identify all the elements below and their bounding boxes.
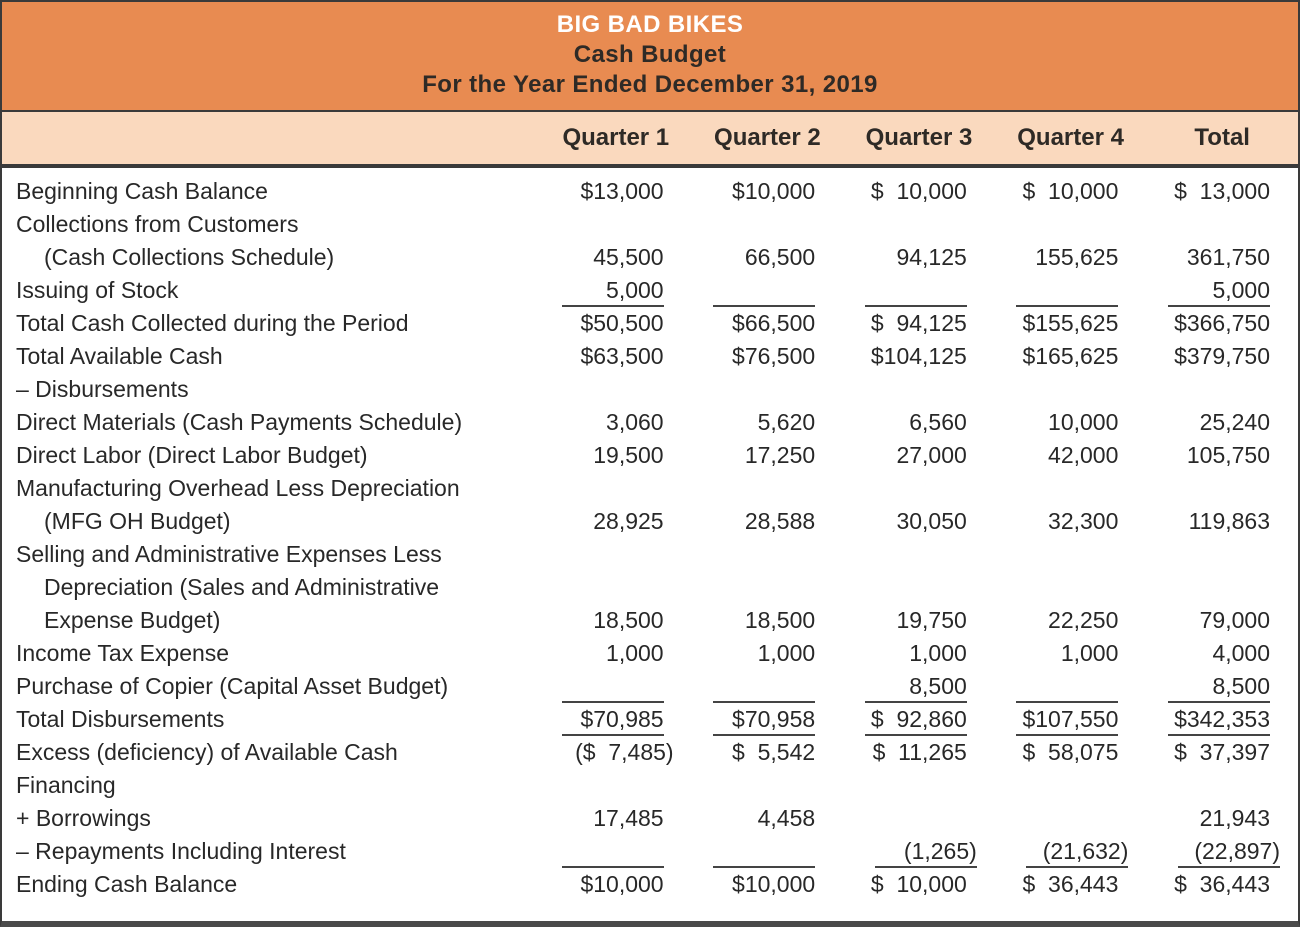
amount-value: 8,500 [1168,670,1270,703]
amount-cell-q3 [843,604,995,637]
amount-value: 361,750 [1186,244,1270,270]
report-title: Cash Budget [573,41,727,68]
table-row [2,406,1298,439]
amount-cell-q1 [540,835,692,868]
amount-value: 5,000 [1168,274,1270,307]
amount-cell-q3 [843,208,995,241]
amount-value [865,373,967,404]
amount-cell-q2 [692,736,844,769]
amount-cell-q3 [843,868,995,901]
row-label: Total Cash Collected during the Period [16,310,409,336]
amount-value: $ 10,000 [1022,178,1119,204]
amount-cell-q2 [692,472,844,505]
report-period: For the Year Ended December 31, 2019 [422,71,878,98]
amount-cell-q3 [843,406,995,439]
amount-value: $ 36,443 [1174,871,1270,897]
amount-cell-q1 [540,373,692,406]
amount-value: 28,925 [593,508,664,534]
company-name: BIG BAD BIKES [556,11,744,38]
amount-value: $ 10,000 [870,178,967,204]
amount-cell-total [1146,439,1298,472]
amount-cell-q2 [692,373,844,406]
amount-cell-q4 [995,736,1147,769]
amount-cell-q1 [540,571,692,604]
amount-value: 6,560 [909,409,967,435]
amount-cell-q2 [692,406,844,439]
amount-cell-q2 [692,868,844,901]
amount-value [1016,769,1118,800]
amount-value: $ 37,397 [1174,739,1270,765]
amount-cell-q4 [995,571,1147,604]
amount-cell-total [1146,637,1298,670]
row-label: Selling and Administrative Expenses Less [16,541,442,567]
amount-value: 22,250 [1048,607,1119,633]
amount-cell-total [1146,307,1298,340]
amount-value: $66,500 [732,310,816,336]
amount-value [1168,571,1270,602]
amount-value [1016,670,1118,703]
amount-cell-q1 [540,505,692,538]
amount-cell-total [1146,769,1298,802]
amount-cell-q3 [843,373,995,406]
table-row [2,670,1298,703]
amount-cell-q3 [843,175,995,208]
amount-cell-q2 [692,505,844,538]
amount-value [1016,802,1118,833]
amount-value: 17,485 [593,805,664,831]
amount-cell-q1 [540,307,692,340]
amount-value: ($ 7,485) [575,739,674,765]
amount-value: $155,625 [1022,310,1119,336]
amount-cell-q1 [540,868,692,901]
amount-value: 32,300 [1048,508,1119,534]
table-row [2,307,1298,340]
amount-cell-q3 [843,835,995,868]
amount-cell-q2 [692,604,844,637]
amount-value [562,670,664,703]
amount-cell-q1 [540,802,692,835]
budget-table-body [2,168,1298,921]
amount-cell-total [1146,373,1298,406]
amount-value: $366,750 [1174,310,1270,336]
amount-cell-q4 [995,241,1147,274]
table-row [2,208,1298,241]
amount-value: $342,353 [1168,703,1270,736]
amount-cell-q3 [843,274,995,307]
amount-value [562,472,664,503]
amount-value [713,571,815,602]
amount-value [713,472,815,503]
amount-cell-q2 [692,835,844,868]
amount-value: $ 10,000 [870,871,967,897]
amount-cell-total [1146,538,1298,571]
amount-cell-q4 [995,604,1147,637]
column-header: Quarter 3 [865,124,973,151]
amount-cell-q4 [995,703,1147,736]
row-label: – Repayments Including Interest [16,838,346,864]
row-label: Manufacturing Overhead Less Depreciation [16,475,460,501]
amount-cell-q1 [540,241,692,274]
table-row [2,637,1298,670]
amount-value: $ 58,075 [1022,739,1119,765]
amount-cell-q3 [843,439,995,472]
amount-value: $107,550 [1016,703,1118,736]
amount-cell-total [1146,604,1298,637]
row-label: Purchase of Copier (Capital Asset Budget) [16,673,449,699]
amount-cell-q4 [995,802,1147,835]
amount-cell-q3 [843,241,995,274]
table-row [2,472,1298,505]
amount-cell-q3 [843,307,995,340]
amount-value: $165,625 [1022,343,1119,369]
table-row [2,340,1298,373]
amount-value: $50,500 [580,310,664,336]
row-label: Financing [16,772,116,798]
amount-cell-q4 [995,637,1147,670]
amount-cell-total [1146,241,1298,274]
amount-cell-q1 [540,175,692,208]
amount-value: $76,500 [732,343,816,369]
amount-value [713,538,815,569]
amount-value: 105,750 [1186,442,1270,468]
amount-value: 1,000 [909,640,967,666]
table-row [2,274,1298,307]
amount-cell-total [1146,406,1298,439]
amount-cell-q2 [692,802,844,835]
amount-cell-total [1146,703,1298,736]
amount-value [562,538,664,569]
table-row [2,769,1298,802]
table-row [2,175,1298,208]
amount-cell-total [1146,802,1298,835]
amount-value: 1,000 [606,640,664,666]
amount-cell-total [1146,175,1298,208]
amount-cell-q3 [843,670,995,703]
amount-value: $ 92,860 [865,703,967,736]
row-label: (MFG OH Budget) [44,508,231,534]
amount-cell-q1 [540,538,692,571]
column-header: Quarter 4 [1017,124,1124,151]
amount-value [1016,538,1118,569]
row-label: Direct Materials (Cash Payments Schedule) [16,409,463,435]
amount-value [562,208,664,239]
amount-value: 21,943 [1199,805,1270,831]
amount-value: $63,500 [580,343,664,369]
amount-cell-q2 [692,241,844,274]
amount-value [1016,274,1118,307]
amount-value: 25,240 [1199,409,1270,435]
amount-value: 28,588 [744,508,816,534]
amount-value: 27,000 [896,442,967,468]
amount-cell-q4 [995,373,1147,406]
amount-cell-q2 [692,439,844,472]
row-label: Collections from Customers [16,211,299,237]
amount-cell-q4 [995,670,1147,703]
table-row [2,868,1298,901]
column-header-row [2,112,1298,168]
amount-value: 1,000 [757,640,816,666]
amount-cell-total [1146,208,1298,241]
amount-value: $ 5,542 [732,739,816,765]
row-label: Excess (deficiency) of Available Cash [16,739,398,765]
amount-cell-q2 [692,538,844,571]
amount-cell-q4 [995,208,1147,241]
table-row [2,703,1298,736]
amount-value [1168,538,1270,569]
amount-value [713,274,815,307]
amount-cell-total [1146,274,1298,307]
amount-cell-q1 [540,637,692,670]
amount-cell-q4 [995,868,1147,901]
amount-value: $10,000 [732,178,816,204]
column-header: Total [1194,124,1250,151]
amount-value [865,274,967,307]
amount-value [713,373,815,404]
amount-value [865,538,967,569]
amount-cell-q3 [843,538,995,571]
amount-value: $70,958 [713,703,815,736]
row-label: Total Disbursements [16,706,225,732]
amount-cell-q4 [995,538,1147,571]
amount-value: $13,000 [580,178,664,204]
amount-value: 3,060 [606,409,664,435]
amount-cell-total [1146,571,1298,604]
amount-cell-q3 [843,769,995,802]
amount-value: $10,000 [732,871,816,897]
row-label: + Borrowings [16,805,151,831]
amount-value [1168,769,1270,800]
amount-value [562,571,664,602]
amount-cell-q2 [692,208,844,241]
amount-value [865,472,967,503]
amount-value [1016,208,1118,239]
amount-cell-q1 [540,406,692,439]
amount-cell-q1 [540,670,692,703]
amount-value: $10,000 [580,871,664,897]
amount-value [713,208,815,239]
amount-cell-q2 [692,637,844,670]
amount-cell-q1 [540,604,692,637]
amount-value: 30,050 [896,508,967,534]
amount-value [713,835,815,868]
amount-value: 5,000 [562,274,664,307]
amount-value: 8,500 [865,670,967,703]
amount-value: 1,000 [1060,640,1119,666]
amount-cell-q2 [692,175,844,208]
amount-cell-total [1146,505,1298,538]
amount-value: $70,985 [562,703,664,736]
amount-value: (1,265) [875,835,977,868]
table-row [2,736,1298,769]
amount-value [713,670,815,703]
report-header [2,2,1298,112]
amount-cell-total [1146,835,1298,868]
row-label: Expense Budget) [44,607,221,633]
amount-value: 17,250 [744,442,816,468]
amount-cell-q3 [843,736,995,769]
amount-cell-q1 [540,274,692,307]
amount-value: 5,620 [757,409,816,435]
amount-value: 18,500 [744,607,816,633]
amount-cell-q4 [995,769,1147,802]
amount-value [865,802,967,833]
amount-value: 42,000 [1048,442,1119,468]
row-label: (Cash Collections Schedule) [44,244,335,270]
amount-cell-q1 [540,472,692,505]
amount-cell-q1 [540,736,692,769]
table-row [2,505,1298,538]
amount-cell-q4 [995,835,1147,868]
table-row [2,241,1298,274]
row-label: Income Tax Expense [16,640,230,666]
amount-cell-q2 [692,571,844,604]
amount-cell-q3 [843,703,995,736]
amount-value [1016,571,1118,602]
amount-value: 4,000 [1212,640,1270,666]
amount-cell-q3 [843,340,995,373]
amount-value [865,208,967,239]
table-row [2,439,1298,472]
amount-cell-q1 [540,703,692,736]
table-row [2,604,1298,637]
amount-cell-total [1146,670,1298,703]
amount-value: $ 11,265 [872,739,967,765]
amount-value: 18,500 [593,607,664,633]
amount-value: 10,000 [1048,409,1119,435]
amount-value: (22,897) [1178,835,1280,868]
amount-cell-q3 [843,472,995,505]
amount-value [713,769,815,800]
amount-cell-q2 [692,769,844,802]
amount-value [1168,472,1270,503]
row-label: Ending Cash Balance [16,871,238,897]
amount-value: 4,458 [757,805,816,831]
amount-cell-q1 [540,439,692,472]
row-label: Beginning Cash Balance [16,178,268,204]
amount-cell-q3 [843,505,995,538]
row-label: Issuing of Stock [16,277,179,303]
amount-cell-q4 [995,274,1147,307]
amount-value [562,373,664,404]
amount-cell-total [1146,868,1298,901]
amount-value: $ 36,443 [1022,871,1119,897]
amount-cell-q4 [995,307,1147,340]
amount-cell-total [1146,736,1298,769]
amount-value: (21,632) [1026,835,1128,868]
amount-value: 19,750 [896,607,967,633]
amount-value: $104,125 [870,343,967,369]
amount-cell-q2 [692,274,844,307]
amount-cell-q1 [540,340,692,373]
amount-value [865,769,967,800]
amount-cell-total [1146,340,1298,373]
amount-cell-q4 [995,340,1147,373]
amount-value: 155,625 [1035,244,1119,270]
amount-cell-q4 [995,472,1147,505]
amount-cell-q1 [540,769,692,802]
amount-value [865,571,967,602]
amount-cell-q2 [692,340,844,373]
amount-cell-q2 [692,307,844,340]
table-row [2,538,1298,571]
column-header: Quarter 1 [562,124,670,151]
amount-value: 79,000 [1199,607,1270,633]
amount-cell-total [1146,472,1298,505]
amount-value: $ 13,000 [1174,178,1270,204]
amount-cell-q4 [995,439,1147,472]
amount-value: $379,750 [1174,343,1270,369]
amount-cell-q2 [692,670,844,703]
row-label: Depreciation (Sales and Administrative [44,574,440,600]
amount-cell-q4 [995,175,1147,208]
column-header: Quarter 2 [714,124,821,151]
amount-cell-q3 [843,802,995,835]
amount-value [562,835,664,868]
table-row [2,835,1298,868]
amount-cell-q3 [843,637,995,670]
row-label: Total Available Cash [16,343,223,369]
table-row [2,802,1298,835]
amount-value: 19,500 [593,442,664,468]
amount-value [1016,472,1118,503]
amount-value [1168,208,1270,239]
amount-cell-q4 [995,406,1147,439]
row-label: – Disbursements [16,376,189,402]
row-label: Direct Labor (Direct Labor Budget) [16,442,368,468]
amount-value: 66,500 [744,244,816,270]
amount-cell-q1 [540,208,692,241]
amount-cell-q2 [692,703,844,736]
table-row [2,373,1298,406]
amount-value [1168,373,1270,404]
amount-cell-q3 [843,571,995,604]
amount-value: 45,500 [593,244,664,270]
amount-value: $ 94,125 [870,310,967,336]
amount-value: 119,863 [1188,508,1270,534]
amount-value [562,769,664,800]
amount-value: 94,125 [896,244,967,270]
amount-cell-q4 [995,505,1147,538]
amount-value [1016,373,1118,404]
table-row [2,571,1298,604]
